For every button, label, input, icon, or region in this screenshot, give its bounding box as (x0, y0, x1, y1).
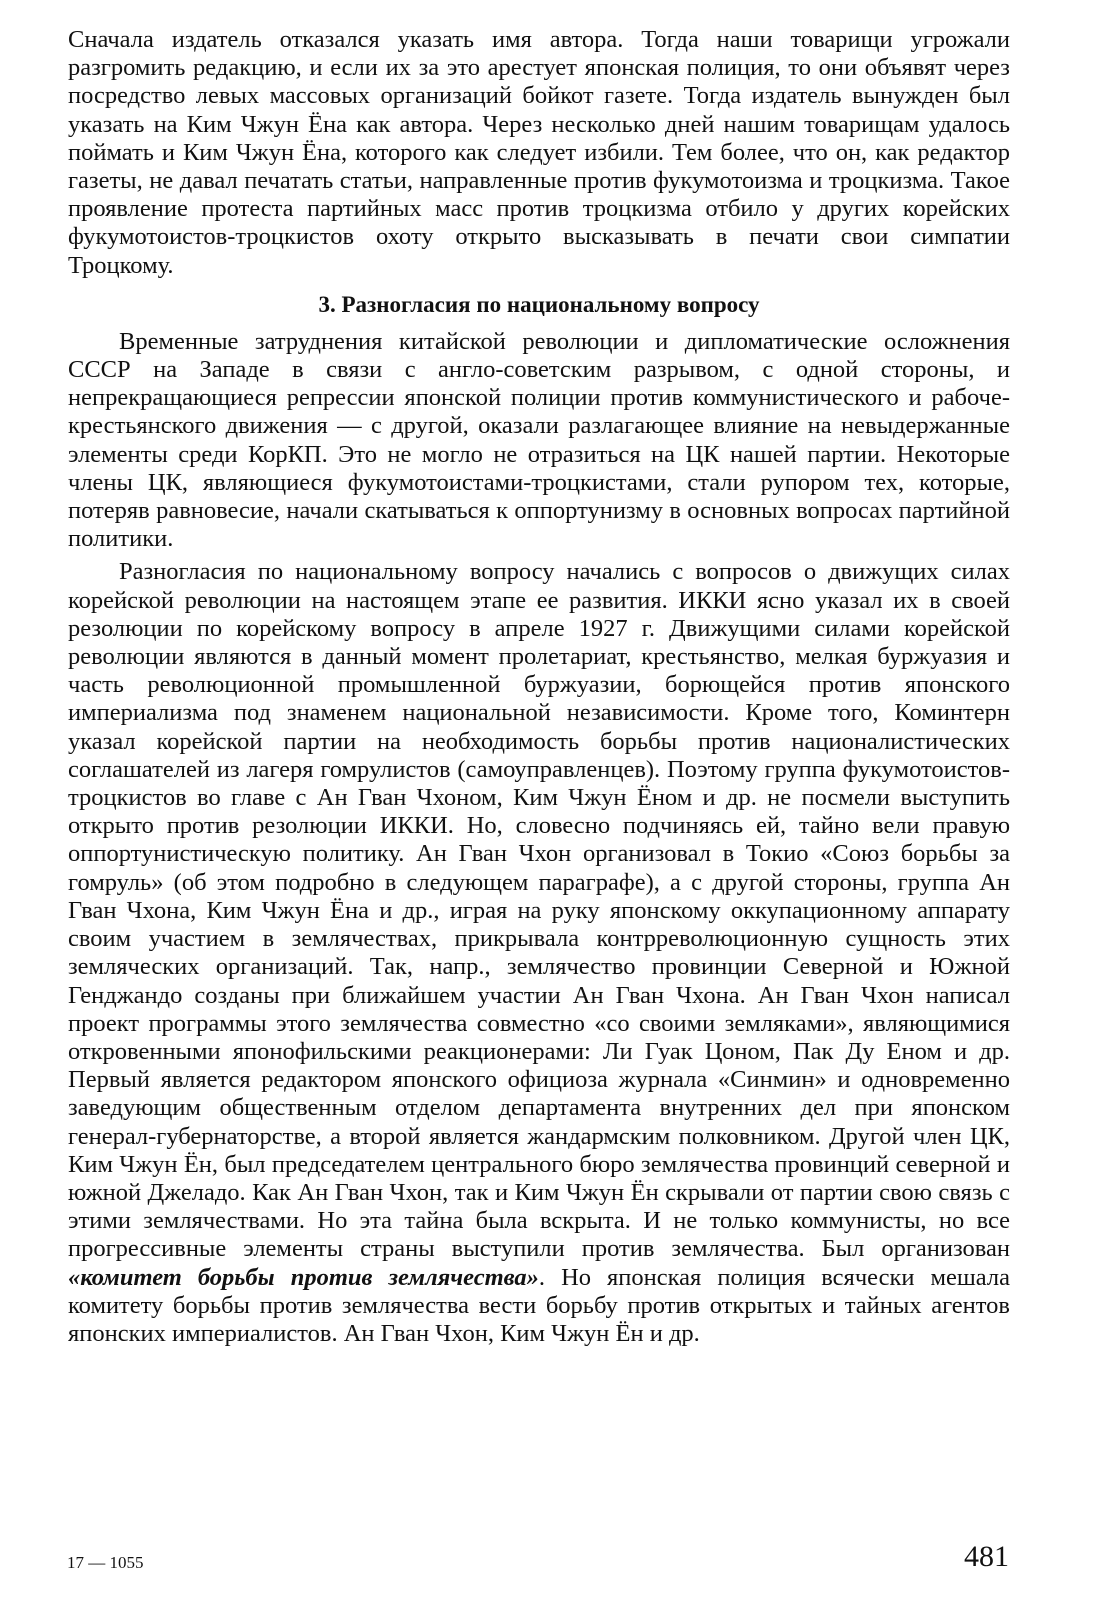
paragraph-3 (68, 558, 1010, 1348)
paragraph-1: Сначала издатель отказался указать имя автора. Тогда наши товарищи угрожали разгромить редакцию, и если их за это арестует японская полиция, то они объявят через посредство левых массовых организаций бойкот газете. Тогда издатель вынужден был указать на Ким Чжун Ёна как автора. Через несколько дней нашим товарищам удалось поймать и Ким Чжун Ёна, которого как следует избили. Тем более, что он, как редактор газеты, не давал печатать статьи, направленные против фукумотоизма и троцкизма. Такое проявление протеста партийных масс против троцкизма отбило у других корейских фукумотоистов-троцкистов охоту открыто высказывать в печати свои симпатии Троцкому. (68, 26, 1010, 279)
page-number: 481 (964, 1540, 1009, 1573)
paragraph-3-text-start: Разногласия по национальному вопросу начались с вопросов о движущих силах корейской революции на настоящем этапе ее развития. ИККИ ясно указал их в своей резолюции по корейскому вопросу в апреле 1927 г. Движущими силами корейской революции являются в данный момент пролетариат, крестьянство, мелкая буржуазия и часть революционной промышленной буржуазии, борющейся против японского империализма под знаменем национальной независимости. Кроме того, Коминтерн указал корейской партии на необходимость борьбы против националистических соглашателей из лагеря гомрулистов (самоуправленцев). Поэтому группа фукумотоистов-троцкистов во главе с Ан Гван Чхоном, Ким Чжун Ёном и др. не посмели выступить открыто против резолюции ИККИ. Но, словесно подчиняясь ей, тайно вели правую оппортунистическую политику. Ан Гван Чхон организовал в Токио «Союз борьбы за гомруль» (об этом подробно в следующем параграфе), а с другой стороны, группа Ан Гван Чхона, Ким Чжун Ёна и др., играя на руку японскому оккупационному аппарату своим участием в землячествах, прикрывала контрреволюционную сущность этих земляческих организаций. Так, напр., землячество провинции Северной и Южной Генджандо созданы при ближайшем участии Ан Гван Чхона. Ан Гван Чхон написал проект программы этого землячества совместно «со своими земляками», являющимися откровенными японофильскими реакционерами: Ли Гуак Цоном, Пак Ду Еном и др. Первый является редактором японского официоза журнала «Синмин» и одновременно заведующим общественным отделом департамента внутренних дел при японском генерал-губернаторстве, а второй является жандармским полковником. Другой член ЦК, Ким Чжун Ён, был председателем центрального бюро землячества провинций северной и южной Джеладо. Как Ан Гван Чхон, так и Ким Чжун Ён скрывали от партии свою связь с этими землячествами. Но эта тайна была вскрыта. И не только коммунисты, но все прогрессивные элементы страны выступили против землячества. Был организован (68, 558, 1010, 1263)
page-body (68, 26, 1010, 1348)
signature-mark: 17 — 1055 (67, 1553, 144, 1572)
section-heading: 3. Разногласия по национальному вопросу (318, 291, 760, 317)
paragraph-2: Временные затруднения китайской революции и дипломатические осложнения СССР на Западе в связи с англо-советским разрывом, с одной стороны, и непрекращающиеся репрессии японской полиции против коммунистического и рабоче-крестьянского движения — с другой, оказали разлагающее влияние на невыдержанные элементы среди КорКП. Это не могло не отразиться на ЦК нашей партии. Некоторые члены ЦК, являющиеся фукумотоистами-троцкистами, стали рупором тех, которые, потеряв равновесие, начали скатываться к оппортунизму в основных вопросах партийной политики. (68, 327, 1010, 553)
paragraph-3-text-end: . Но японская полиция всячески мешала комитету борьбы против землячества вести борьбу против открытых и тайных агентов японских империалистов. Ан Гван Чхон, Ким Чжун Ён и др. (68, 1263, 1010, 1347)
paragraph-3-emphasis: «комитет борьбы против землячества» (68, 1263, 539, 1291)
